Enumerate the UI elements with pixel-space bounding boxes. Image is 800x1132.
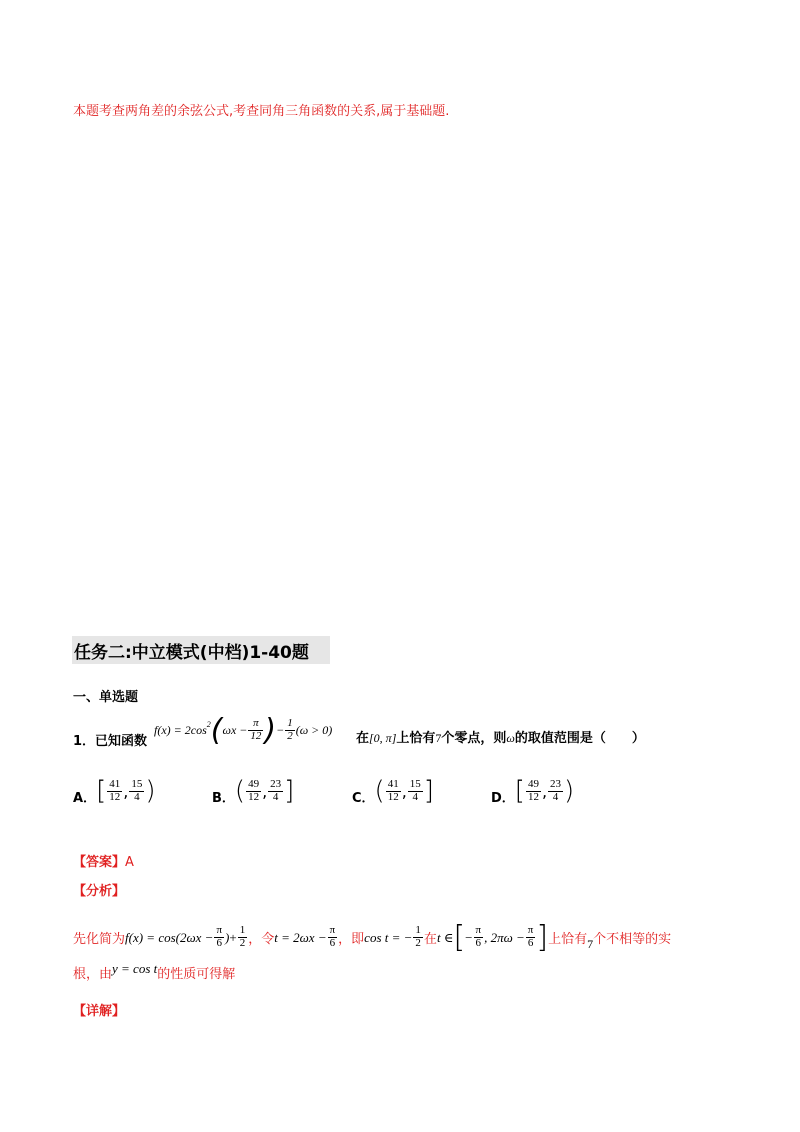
formula-f4: t ∈ [436,929,454,945]
analysis-line-2: 根，由y = cos t的性质可得解 [73,961,236,982]
task-title: 任务二:中立模式(中档)1-40题 [74,643,309,663]
interval: [0, π] [369,731,397,745]
answer-label: 【答案】 [73,855,126,870]
formula-f1: f(x) = cos(2ωx − [125,929,214,945]
frac-1-2: $\frac{1}{2}$ [287,717,293,742]
option-letter: D． [491,791,515,806]
frac-pi-12: $\frac{\pi}{12}$ [250,717,262,742]
analysis-line-1: 先化简为 f(x) = cos(2ωx − $\frac{\pi}{6}$ ) + $\frac{1}{2}$ ，令 t = 2ωx − $\frac{\pi}{6}$ ，即 cos t = − $\frac{1}{2}$ 在 t ∈ [ − $\frac{\pi}{6}$ , 2πω − $\frac{\pi}{6}$ ] 上恰有 7 个不相等的实 [73,920,672,955]
detail-label: 【详解】 [73,1004,126,1019]
analysis-label: 【分析】 [73,884,126,899]
answer [73,851,134,870]
formula-f3: cos t = − [364,929,413,945]
section-title: 一、单选题 [73,690,139,705]
formula-f2: t = 2ωx − [274,929,327,945]
question-number: 1．已知函数 [73,734,148,749]
option-b[interactable]: B． ( $\frac{49}{12}$ , $\frac{23}{4}$ ] [212,776,295,806]
formula-f5: y = cos t [112,961,158,976]
option-letter: B． [212,791,235,806]
option-letter: C． [352,791,375,806]
option-c[interactable]: C． ( $\frac{41}{12}$ , $\frac{15}{4}$ ] [352,776,434,806]
question-rest: 在[0, π]上恰有7个零点，则ω的取值范围是（ ） [356,731,645,746]
option-letter: A． [73,791,97,806]
option-d[interactable]: D． [ $\frac{49}{12}$ , $\frac{23}{4}$ ) [491,776,575,806]
answer-value: A [125,855,134,870]
formula-inner: ωx − [222,723,248,737]
question-function-formula: f(x) = 2cos $^2$ ( ωx − $\frac{\pi}{12}$ ) − $\frac{1}{2}$ (ω > 0) [154,713,333,748]
formula-cond: (ω > 0) [295,723,333,737]
formula-sup: 2 [206,720,211,729]
formula-minus: − [276,723,285,737]
option-a[interactable]: A． [ $\frac{41}{12}$ , $\frac{15}{4}$ ) [73,776,156,806]
intro-text: 本题考查两角差的余弦公式,考查同角三角函数的关系,属于基础题. [73,104,450,119]
formula-lhs: f(x) = 2cos [154,723,207,737]
